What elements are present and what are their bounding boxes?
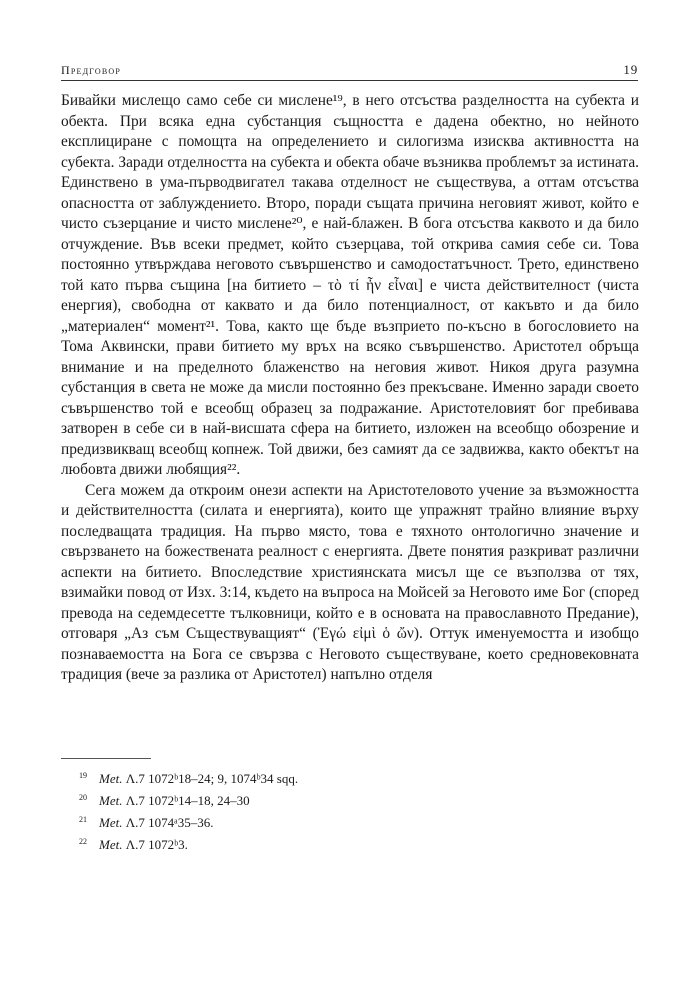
footnote-number: 21 — [79, 815, 87, 824]
footnotes — [61, 768, 638, 856]
paragraph-2: Сега можем да откроим онези аспекти на Аристотеловото учение за възможността и действителността (силата и енергията), които ще упражнят трайно влияние върху последващата традиция. На първо място, това е тяхното онтологично значение и свързването на божествената реалност с енергията. Двете понятия разкриват различни аспекти на битието. Впоследствие християнската мисъл ще се възползва от тях, взимайки повод от Изх. 3:14, където на въпроса на Мойсей за Неговото име Бог (според превода на седемдесетте тълковници, който е в основата на православното Предание), отговаря „Аз съм Съществуващият“ (Ἐγώ εἰμὶ ὁ ὤν). Оттук именуемостта и изобщо познаваемостта на Бога се свързва с Неговото съществуване, което средновековната традиция (вече за разлика от Аристотел) напълно отделя — [61, 481, 639, 683]
page-number: 19 — [623, 62, 638, 77]
footnote — [61, 834, 638, 856]
footnote-rule — [61, 758, 151, 759]
footnote-number: 20 — [79, 793, 87, 802]
footnote-text: Λ.7 1072ᵇ14–18, 24–30 — [125, 793, 250, 808]
footnote-abbr: Met. — [99, 771, 123, 786]
footnote-abbr: Met. — [99, 793, 123, 808]
footnote — [61, 790, 638, 812]
running-head — [61, 61, 638, 79]
header-rule — [61, 80, 638, 81]
footnote-text: Λ.7 1074ᵃ35–36. — [125, 815, 214, 830]
chapter-title: Предговор — [61, 63, 122, 77]
footnote-abbr: Met. — [99, 815, 123, 830]
footnote-text: Λ.7 1072ᵇ3. — [125, 837, 188, 852]
paragraph-1: Бивайки мислещо само себе си мислене¹⁹, в него отсъства разделността на субекта и обекта. При всяка една субстанция същността е дадена обектно, но нейното експлициране с помощта на определението и силогизма изисква активността на субекта. Заради отделността на субекта и обекта обаче възниква проблемът за истината. Единствено в ума-първодвигател такава отделност не съществува, а оттам отсъства опасността от заблуждението. Второ, поради същата причина неговият живот, който е чисто съзерцание и чисто мислене²⁰, е най-блажен. В бога отсъства каквото и да било отчуждение. Във всеки предмет, който съзерцава, той открива самия себе си. Това постоянно утвърждава неговото съвършенство и самодостатъчност. Трето, единствено той като първа същина [на битието – τὸ τί ἦν εἶναι] е чиста действителност (чиста енергия), свободна от каквато и да било потенциалност, от какъвто и да било „материален“ момент²¹. Това, както ще бъде възприето по-късно в богословието на Тома Аквински, прави битието му връх на всяко съвършенство. Аристотел обръща внимание и на пределното блаженство на неговия живот. Никоя друга разумна субстанция в света не може да мисли постоянно без прекъсване. Именно заради своето съвършенство той е всеобщ образец за подражание. Аристотеловият бог пребивава затворен в себе си в най-висшата сфера на битието, изложен на всеобщо обозрение и предизвикващ всеобщ копнеж. Той движи, без самият да се задвижва, както обектът на любовта движи любящия²². — [61, 92, 639, 478]
main-text — [61, 91, 639, 686]
footnote — [61, 768, 638, 790]
footnote-text: Λ.7 1072ᵇ18–24; 9, 1074ᵇ34 sqq. — [125, 771, 299, 786]
footnote-number: 19 — [79, 771, 87, 780]
footnote — [61, 812, 638, 834]
footnote-number: 22 — [79, 837, 87, 846]
footnote-abbr: Met. — [99, 837, 123, 852]
